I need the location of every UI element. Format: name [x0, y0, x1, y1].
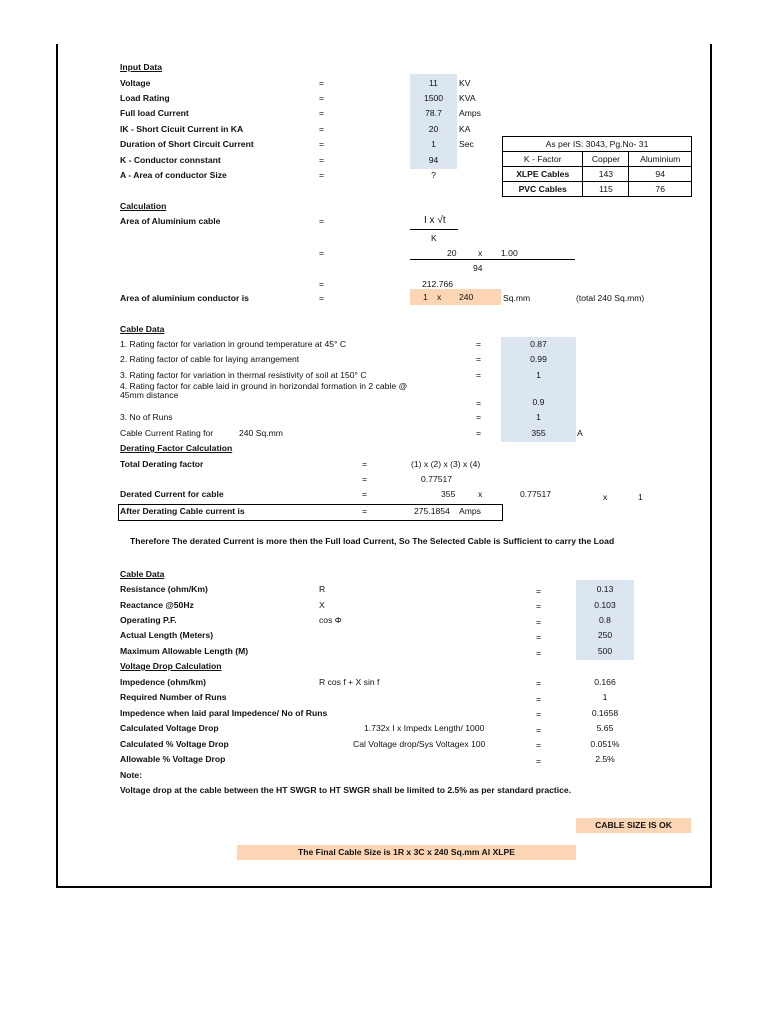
voltage-drop-label: Allowable % Voltage Drop — [120, 754, 226, 764]
final-cable-size-text: The Final Cable Size is 1R x 3C x 240 Sq.mm Al XLPE — [298, 847, 515, 857]
rating-factor-label: 3. Rating factor for variation in thermal resistivity of soil at 150° C — [120, 370, 367, 380]
derated-current-value: 355 — [441, 489, 456, 499]
derated-runs-value: 1 — [638, 492, 643, 502]
cable-data-value: 0.103 — [594, 600, 616, 610]
k-table-cell: PVC Cables — [503, 182, 583, 197]
equals-sign: = — [536, 601, 542, 611]
voltage-drop-formula: 1.732x I x Impedx Length/ 1000 — [364, 723, 485, 733]
equals-sign: = — [319, 248, 325, 258]
input-label: Load Rating — [120, 93, 170, 103]
after-derating-unit: Amps — [459, 506, 481, 516]
k-factor-table — [502, 136, 692, 197]
formula-denominator: K — [431, 233, 437, 243]
equals-sign: = — [319, 216, 325, 226]
times-sign: x — [603, 492, 608, 502]
denominator: 94 — [473, 263, 483, 273]
cable-data-label: Maximum Allowable Length (M) — [120, 646, 249, 656]
equals-sign: = — [536, 678, 542, 688]
voltage-drop-heading: Voltage Drop Calculation — [120, 661, 222, 671]
voltage-drop-formula: R cos f + X sin f — [319, 677, 380, 687]
equals-sign: = — [319, 78, 325, 88]
conductor-size: 240 — [459, 292, 474, 302]
equals-sign: = — [319, 108, 325, 118]
equals-sign: = — [362, 506, 368, 516]
voltage-drop-value: 0.1658 — [591, 708, 619, 718]
conductor-label: Area of aluminium conductor is — [120, 293, 249, 303]
equals-sign: = — [536, 740, 542, 750]
voltage-drop-value: 0.051% — [590, 739, 620, 749]
equals-sign: = — [536, 632, 542, 642]
input-value: 1 — [431, 139, 436, 149]
rating-factor-label: 3. No of Runs — [120, 412, 173, 422]
cable-data-value: 250 — [597, 630, 613, 640]
equals-sign: = — [319, 93, 325, 103]
voltage-drop-label: Impedence (ohm/km) — [120, 677, 206, 687]
derating-heading: Derating Factor Calculation — [120, 443, 233, 453]
input-label: Full load Current — [120, 108, 189, 118]
total-derating-formula: (1) x (2) x (3) x (4) — [411, 459, 481, 469]
times-sign: x — [478, 489, 483, 499]
numerator-current: 20 — [447, 248, 457, 258]
equals-sign: = — [319, 170, 325, 180]
equals-sign: = — [476, 428, 482, 438]
equals-sign: = — [319, 293, 325, 303]
division-line — [410, 259, 575, 260]
equals-sign: = — [319, 155, 325, 165]
voltage-drop-label: Calculated Voltage Drop — [120, 723, 219, 733]
voltage-drop-label: Required Number of Runs — [120, 692, 227, 702]
total-derating-value: 0.77517 — [421, 474, 453, 484]
input-heading: Input Data — [120, 62, 163, 72]
rating-factor-highlight — [501, 337, 576, 442]
table-row — [503, 167, 692, 182]
times-sign: x — [437, 292, 442, 302]
input-label: Voltage — [120, 78, 151, 88]
cable-rating-unit: A — [577, 428, 583, 438]
input-unit: Sec — [459, 139, 474, 149]
k-table-cell: 115 — [583, 182, 629, 197]
times-sign: x — [478, 248, 483, 258]
numerator-time: 1.00 — [501, 248, 518, 258]
cable-rating-size: 240 Sq.mm — [239, 428, 283, 438]
k-table-cell: XLPE Cables — [503, 167, 583, 182]
k-table-header: Copper — [583, 152, 629, 167]
cable-data-symbol: X — [319, 600, 325, 610]
input-value: 78.7 — [425, 108, 442, 118]
cable-data-heading: Cable Data — [120, 324, 165, 334]
rating-factor-value: 0.99 — [530, 354, 547, 364]
total-derating-label: Total Derating factor — [120, 459, 204, 469]
equals-sign: = — [536, 648, 542, 658]
cable-data-label: Operating P.F. — [120, 615, 177, 625]
voltage-drop-value: 1 — [602, 692, 608, 702]
input-value: 11 — [429, 78, 438, 88]
input-value: 94 — [428, 155, 439, 165]
input-label: K - Conductor connstant — [120, 155, 221, 165]
rating-factor-value: 0.9 — [532, 397, 545, 407]
equals-sign: = — [319, 139, 325, 149]
k-table-cell: 76 — [629, 182, 692, 197]
k-table-header: K - Factor — [503, 152, 583, 167]
equals-sign: = — [319, 124, 325, 134]
conductor-runs: 1 — [423, 292, 428, 302]
rating-factor-label: 4. Rating factor for cable laid in ground in horizondal formation in 2 cable @ — [120, 381, 408, 391]
equals-sign: = — [362, 459, 368, 469]
cable-rating-label: Cable Current Rating for — [120, 428, 214, 438]
cable-data-label: Actual Length (Meters) — [120, 630, 214, 640]
table-row — [503, 182, 692, 197]
equals-sign: = — [476, 339, 482, 349]
rating-factor-value: 0.87 — [530, 339, 547, 349]
cable-data-value: 0.8 — [599, 615, 611, 625]
cable-data-symbol: R — [319, 584, 326, 594]
input-value: 20 — [428, 124, 439, 134]
equals-sign: = — [319, 279, 325, 289]
conductor-total: (total 240 Sq.mm) — [576, 293, 645, 303]
input-unit: Amps — [459, 108, 481, 118]
voltage-drop-value: 0.166 — [594, 677, 616, 687]
input-label: IK - Short Cicuit Current in KA — [120, 124, 244, 134]
input-label: A - Area of conductor Size — [120, 170, 227, 180]
rating-factor-value: 1 — [536, 412, 541, 422]
equals-sign: = — [476, 370, 482, 380]
cable-ok-text: CABLE SIZE IS OK — [595, 820, 672, 830]
input-label: Duration of Short Circuit Current — [120, 139, 254, 149]
equals-sign: = — [536, 586, 542, 596]
equals-sign: = — [476, 398, 482, 408]
page-right-border — [710, 44, 712, 888]
conductor-unit: Sq.mm — [503, 293, 531, 303]
k-table-title: As per IS: 3043, Pg.No- 31 — [503, 137, 692, 152]
input-unit: KVA — [459, 93, 476, 103]
derated-factor-value: 0.77517 — [520, 489, 552, 499]
equals-sign: = — [536, 694, 542, 704]
rating-factor-label: 1. Rating factor for variation in ground temperature at 45° C — [120, 339, 347, 349]
note-label: Note: — [120, 770, 142, 780]
input-unit: KA — [459, 124, 471, 134]
k-table-header: Aluminium — [629, 152, 692, 167]
k-table-cell: 94 — [629, 167, 692, 182]
voltage-drop-label: Calculated % Voltage Drop — [120, 739, 229, 749]
equals-sign: = — [536, 709, 542, 719]
formula-fraction-line — [410, 229, 458, 230]
page-bottom-border — [56, 886, 712, 888]
cable-data-value: 0.13 — [596, 584, 614, 594]
equals-sign: = — [476, 412, 482, 422]
rating-factor-label-line2: 45mm distance — [120, 390, 179, 400]
voltage-drop-value: 5.65 — [596, 723, 614, 733]
formula-numerator: I x √t — [424, 215, 446, 226]
input-value: ? — [431, 170, 436, 180]
area-label: Area of Aluminium cable — [120, 216, 221, 226]
equals-sign: = — [362, 474, 368, 484]
voltage-drop-formula: Cal Voltage drop/Sys Voltagex 100 — [353, 739, 486, 749]
after-derating-value: 275.1854 — [414, 506, 450, 516]
calculation-heading: Calculation — [120, 201, 167, 211]
derated-current-label: Derated Current for cable — [120, 489, 224, 499]
page-left-border — [56, 44, 58, 888]
cable-data-label: Resistance (ohm/Km) — [120, 584, 208, 594]
rating-factor-label: 2. Rating factor of cable for laying arrangement — [120, 354, 300, 364]
cable-data-value: 500 — [597, 646, 613, 656]
derating-conclusion: Therefore The derated Current is more then the Full load Current, So The Selected Cable is Sufficient to carry the Load — [130, 536, 615, 546]
equals-sign: = — [536, 756, 542, 766]
cable-data-symbol: cos Φ — [319, 615, 342, 625]
cable-rating-value: 355 — [531, 428, 546, 438]
equals-sign: = — [362, 489, 368, 499]
input-unit: KV — [459, 78, 471, 88]
equals-sign: = — [476, 354, 482, 364]
cable-data-label: Reactance @50Hz — [120, 600, 194, 610]
equals-sign: = — [536, 725, 542, 735]
equals-sign: = — [536, 617, 542, 627]
note-text: Voltage drop at the cable between the HT SWGR to HT SWGR shall be limited to 2.5% as per standard practice. — [120, 785, 572, 795]
after-derating-label: After Derating Cable current is — [120, 506, 245, 516]
k-table-cell: 143 — [583, 167, 629, 182]
cable-data-heading: Cable Data — [120, 569, 165, 579]
voltage-drop-value: 2.5% — [595, 754, 615, 764]
voltage-drop-label: Impedence when laid paral Impedence/ No of Runs — [120, 708, 328, 718]
input-value: 1500 — [423, 93, 444, 103]
rating-factor-value: 1 — [536, 370, 541, 380]
area-result: 212.766 — [422, 279, 454, 289]
